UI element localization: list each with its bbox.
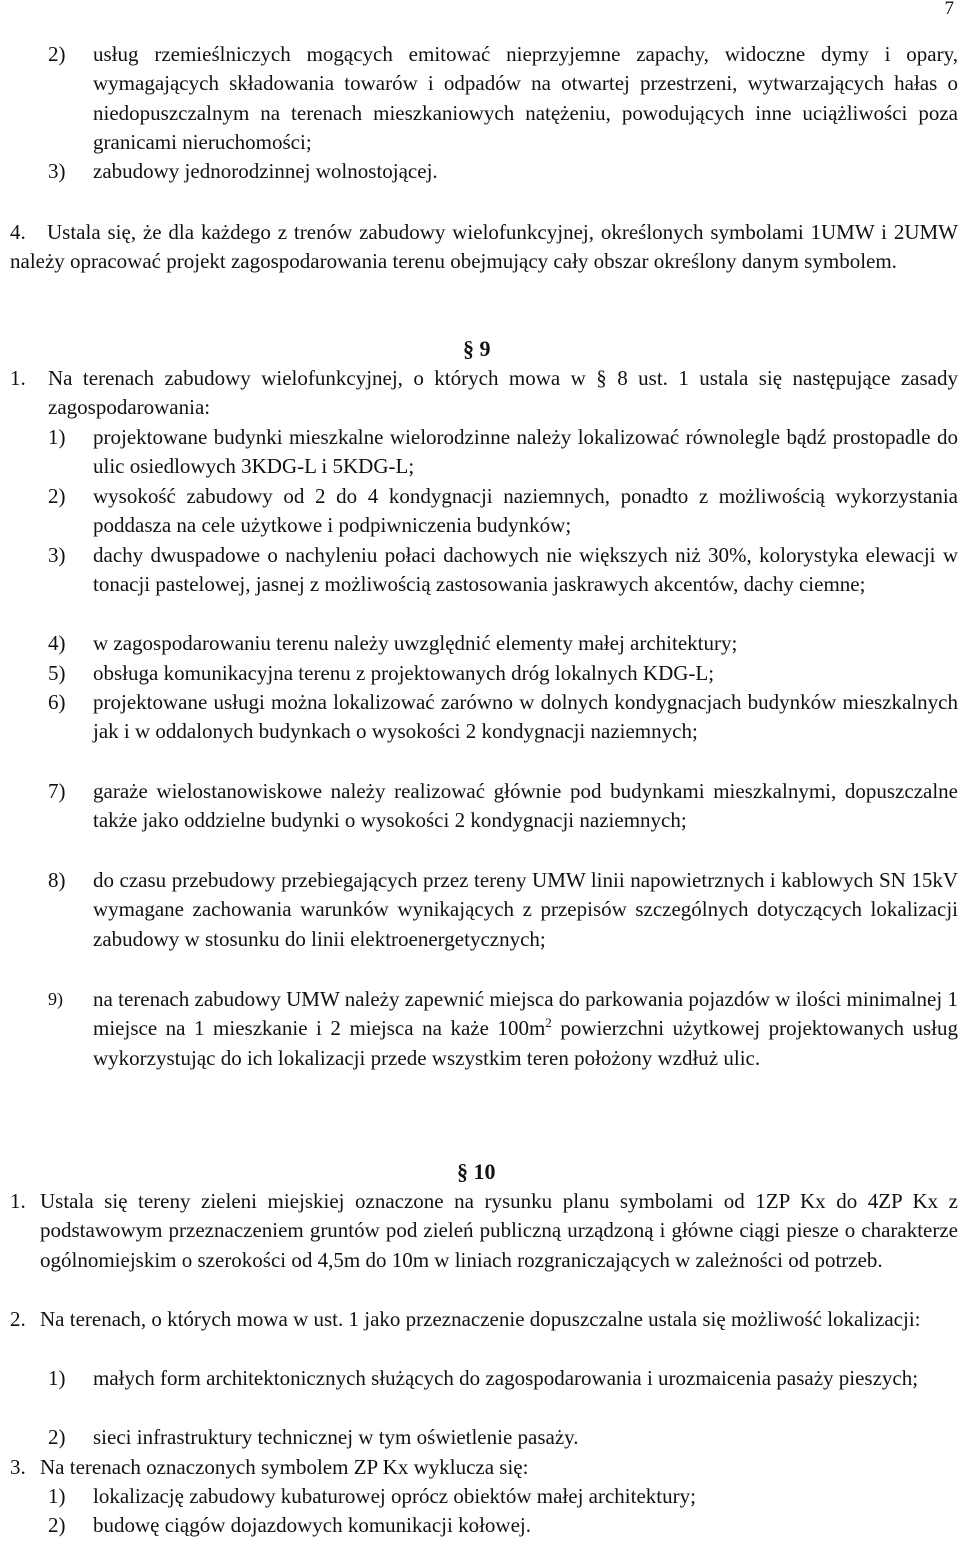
item-text-part: na terenach zabudowy UMW należy zapewnić miejsca do parkowania pojazdów w ilości minimalnej 1 miejsce na 1 mieszkanie i 2 miejsca na każe 100m: [93, 987, 958, 1041]
list-item: [48, 629, 958, 658]
section10-paragraph-3: [10, 1453, 958, 1482]
item-number: 2): [48, 1513, 66, 1537]
section9-paragraph-1: [10, 364, 958, 423]
section10-paragraph-1: [10, 1187, 958, 1275]
paragraph-text: Na terenach, o których mowa w ust. 1 jako przeznaczenie dopuszczalne ustala się możliwość lokalizacji:: [40, 1307, 921, 1331]
item-number: 4): [48, 631, 66, 655]
item-number: 9): [48, 989, 63, 1009]
list-item: [48, 1364, 958, 1393]
list-item: [48, 541, 958, 600]
list-item: [48, 659, 958, 688]
paragraph-number: 1.: [10, 1189, 26, 1213]
list-item: [48, 1423, 958, 1452]
item-text: do czasu przebudowy przebiegających przez tereny UMW linii napowietrznych i kablowych SN 15kV wymagane zachowania warunków wynikających z przepisów szczególnych dotyczących lokalizacji zabudowy w stosunku do linii elektroenergetycznych;: [93, 868, 958, 951]
item-text: budowę ciągów dojazdowych komunikacji kołowej.: [93, 1513, 531, 1537]
paragraph-text: Ustala się tereny zieleni miejskiej oznaczone na rysunku planu symbolami od 1ZP Kx do 4ZP Kx z podstawowym przeznaczeniem gruntów pod zieleń publiczną urządzoną i główne ciągi piesze o charakterze ogólnomiejskim o szerokości od 4,5m do 10m w liniach rozgraniczających w zależności od potrzeb.: [40, 1189, 958, 1272]
item-text: w zagospodarowaniu terenu należy uwzględnić elementy małej architektury;: [93, 631, 738, 655]
item-text: [93, 985, 958, 1073]
item-text: usług rzemieślniczych mogących emitować nieprzyjemne zapachy, widoczne dymy i opary, wymagających składowania towarów i odpadów na otwartej przestrzeni, wytwarzających hałas o niedopuszczalnym na terenach mieszkaniowych natężeniu, powodujących inne uciążliwości poza granicami nieruchomości;: [93, 42, 958, 155]
item-text: lokalizację zabudowy kubaturowej oprócz obiektów małej architektury;: [93, 1484, 696, 1508]
item-number: 1): [48, 425, 66, 449]
superscript: 2: [545, 1015, 552, 1031]
item-text: małych form architektonicznych służących do zagospodarowania i urozmaicenia pasaży pieszych;: [93, 1366, 919, 1390]
page-number: 7: [944, 0, 954, 19]
paragraph-number: 3.: [10, 1455, 26, 1479]
item-text: zabudowy jednorodzinnej wolnostojącej.: [93, 159, 438, 183]
item-text: projektowane usługi można lokalizować zarówno w dolnych kondygnacjach budynków mieszkalnych jak i w oddalonych budynkach o wysokości 2 kondygnacji naziemnych;: [93, 690, 958, 744]
list-item: [48, 423, 958, 482]
item-number: 1): [48, 1366, 66, 1390]
paragraph-text: Na terenach zabudowy wielofunkcyjnej, o których mowa w § 8 ust. 1 ustala się następujące zasady zagospodarowania:: [48, 366, 958, 420]
item-number: 7): [48, 779, 66, 803]
paragraph-number: 2.: [10, 1307, 26, 1331]
list-item: [48, 157, 958, 186]
item-number: 3): [48, 159, 66, 183]
item-number: 2): [48, 42, 66, 66]
section10-paragraph-2: [10, 1305, 958, 1334]
list-item: [48, 985, 958, 1073]
item-text: sieci infrastruktury technicznej w tym oświetlenie pasaży.: [93, 1425, 579, 1449]
item-text: wysokość zabudowy od 2 do 4 kondygnacji naziemnych, ponadto z możliwością wykorzystania poddasza na cele użytkowe i podpiwniczenia budynków;: [93, 484, 958, 538]
section-heading-9: § 9: [463, 336, 491, 361]
item-number: 5): [48, 661, 66, 685]
list-item: [48, 482, 958, 541]
item-number: 2): [48, 484, 66, 508]
list-item: [48, 1482, 958, 1511]
item-number: 3): [48, 543, 66, 567]
paragraph-4: [10, 218, 958, 277]
paragraph-text: Na terenach oznaczonych symbolem ZP Kx wyklucza się:: [40, 1455, 529, 1479]
item-number: 6): [48, 690, 66, 714]
paragraph-number: 4.: [10, 220, 26, 244]
item-text: dachy dwuspadowe o nachyleniu połaci dachowych nie większych niż 30%, kolorystyka elewacji w tonacji pastelowej, jasnej z możliwością zastosowania jaskrawych akcentów, dachy ciemne;: [93, 543, 958, 597]
item-text: projektowane budynki mieszkalne wielorodzinne należy lokalizować równolegle bądź prostopadle do ulic osiedlowych 3KDG-L i 5KDG-L;: [93, 425, 958, 479]
item-text: garaże wielostanowiskowe należy realizować głównie pod budynkami mieszkalnymi, dopuszczalne także jako oddzielne budynki o wysokości 2 kondygnacji naziemnych;: [93, 779, 958, 833]
paragraph-text: Ustala się, że dla każdego z trenów zabudowy wielofunkcyjnej, określonych symbolami 1UMW i 2UMW należy opracować projekt zagospodarowania terenu obejmujący cały obszar określony danym symbolem.: [10, 220, 958, 274]
item-text-part: powierzchni użytkowej projektowanych usług wykorzystując do ich lokalizacji przede wszystkim teren położony wzdłuż ulic.: [93, 1016, 958, 1070]
item-number: 1): [48, 1484, 66, 1508]
paragraph-number: 1.: [10, 366, 26, 390]
item-number: 2): [48, 1425, 66, 1449]
section-heading-10: § 10: [457, 1159, 496, 1184]
list-item: [48, 777, 958, 836]
list-item: [48, 40, 958, 158]
item-text: obsługa komunikacyjna terenu z projektowanych dróg lokalnych KDG-L;: [93, 661, 715, 685]
list-item: [48, 688, 958, 747]
list-item: [48, 1511, 958, 1540]
item-number: 8): [48, 868, 66, 892]
list-item: [48, 866, 958, 954]
